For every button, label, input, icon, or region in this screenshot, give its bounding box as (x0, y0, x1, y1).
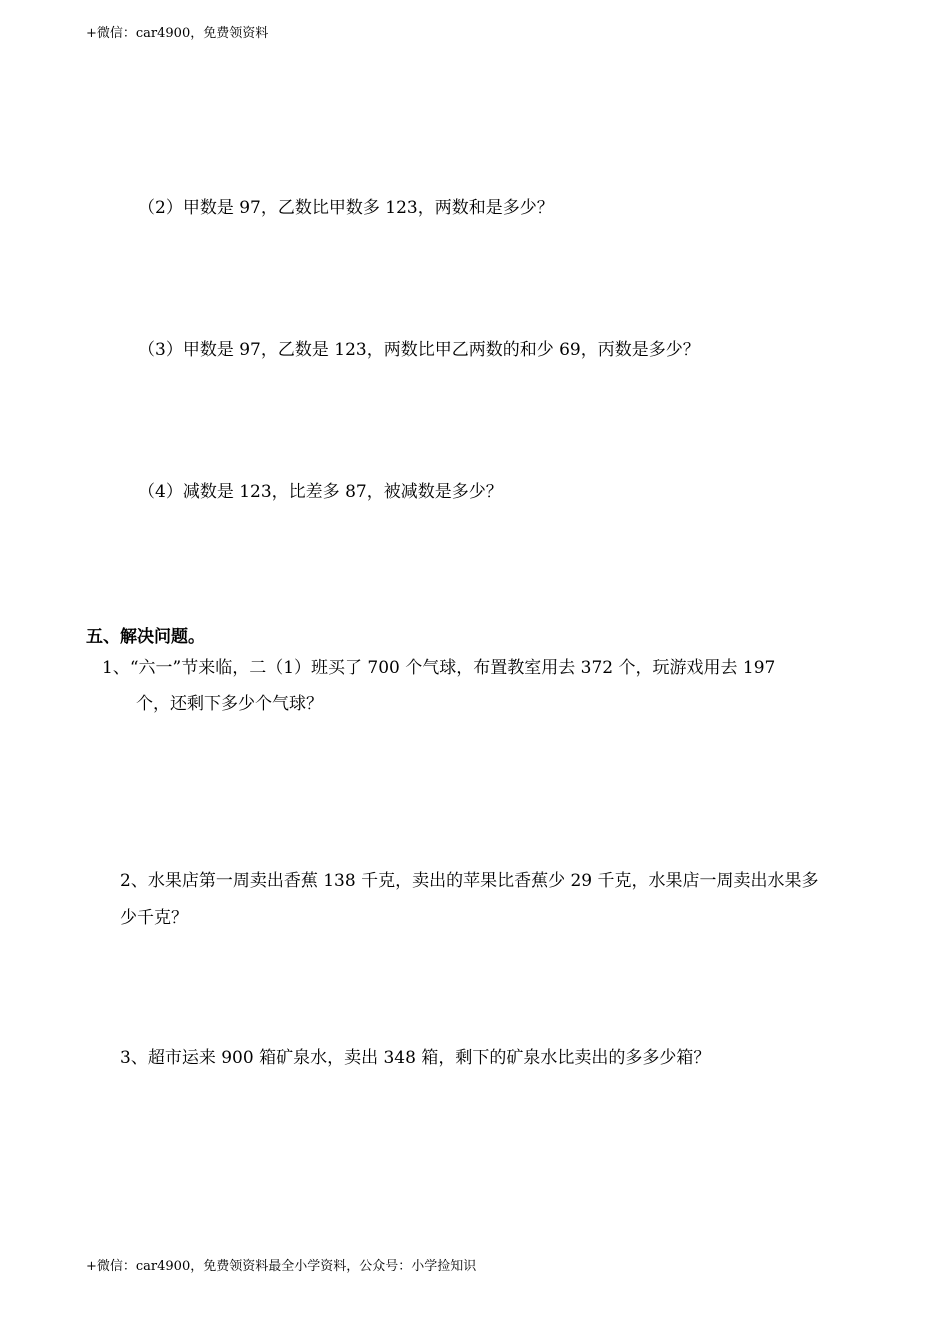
sub-question-4: （4）减数是 123，比差多 87，被减数是多少？ (138, 482, 503, 502)
problem-1-line-1: 1、“六一”节来临，二（1）班买了 700 个气球，布置教室用去 372 个，玩游戏用去 197 (102, 658, 776, 678)
page-header: +微信：car4900，免费领资料 (86, 26, 269, 41)
section-title: 五、解决问题。 (86, 627, 205, 647)
page-footer: +微信：car4900，免费领资料最全小学资料，公众号：小学捡知识 (86, 1259, 477, 1274)
problem-2-line-2: 少千克？ (120, 908, 188, 928)
problem-2-line-1: 2、水果店第一周卖出香蕉 138 千克，卖出的苹果比香蕉少 29 千克，水果店一周卖出水果多 (120, 871, 819, 891)
sub-question-2: （2）甲数是 97，乙数比甲数多 123，两数和是多少？ (138, 198, 554, 218)
problem-1-line-2: 个，还剩下多少个气球？ (136, 694, 323, 714)
problem-3: 3、超市运来 900 箱矿泉水，卖出 348 箱，剩下的矿泉水比卖出的多多少箱？ (120, 1048, 711, 1068)
sub-question-3: （3）甲数是 97，乙数是 123，两数比甲乙两数的和少 69，丙数是多少？ (138, 340, 700, 360)
